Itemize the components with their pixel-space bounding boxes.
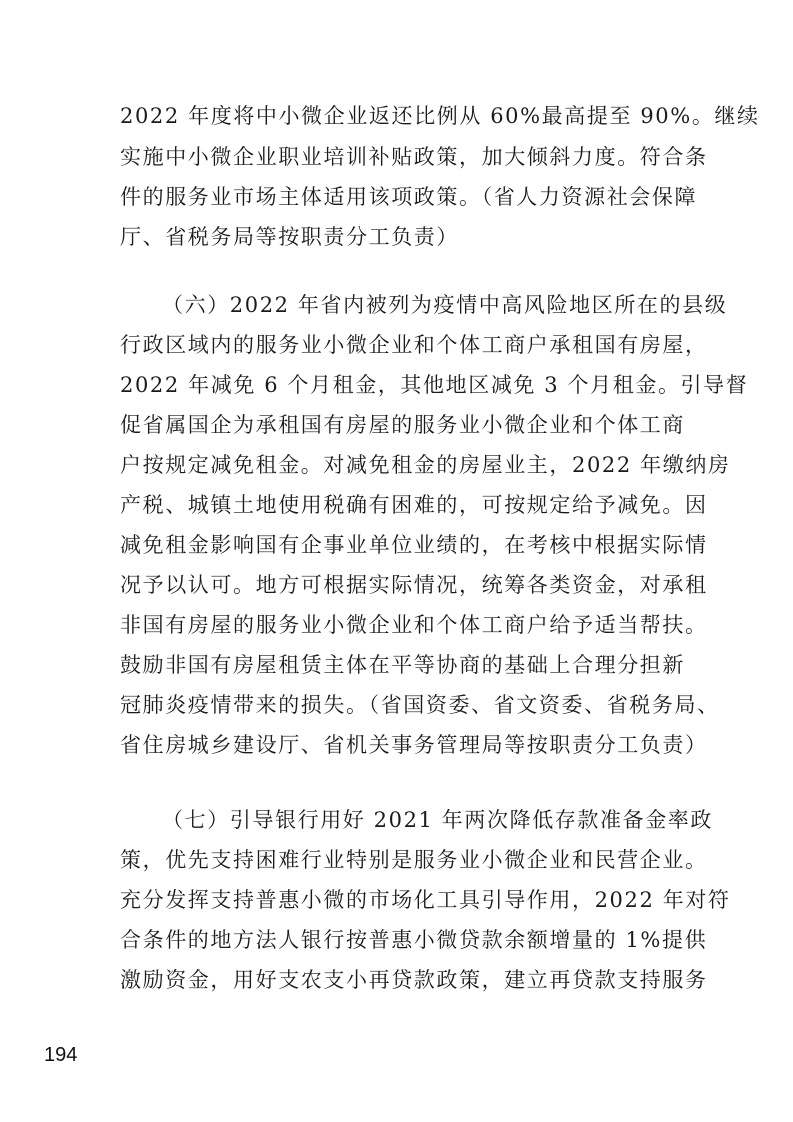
text-line: 行政区域内的服务业小微企业和个体工商户承租国有房屋， — [120, 333, 708, 357]
text-line: 促省属国企为承租国有房屋的服务业小微企业和个体工商 — [120, 413, 685, 437]
text-line: 件的服务业市场主体适用该项政策。（省人力资源社会保障 — [120, 185, 698, 209]
text-line: 激励资金，用好支农支小再贷款政策，建立再贷款支持服务 — [120, 968, 708, 992]
text-line: 减免租金影响国有企事业单位业绩的，在考核中根据实际情 — [120, 533, 708, 557]
text-line: 厅、省税务局等按职责分工负责） — [120, 225, 459, 249]
text-line: 鼓励非国有房屋租赁主体在平等协商的基础上合理分担新 — [120, 653, 685, 677]
text-line: 户按规定减免租金。对减免租金的房屋业主，2022 年缴纳房 — [120, 453, 731, 477]
text-line: 合条件的地方法人银行按普惠小微贷款余额增量的 1%提供 — [120, 928, 708, 952]
text-line: 省住房城乡建设厅、省机关事务管理局等按职责分工负责） — [120, 733, 708, 757]
text-line: 2022 年度将中小微企业返还比例从 60%最高提至 90%。继续 — [120, 104, 760, 128]
text-line: 2022 年减免 6 个月租金，其他地区减免 3 个月租金。引导督 — [120, 373, 749, 397]
paragraph-start-line: （七）引导银行用好 2021 年两次降低存款准备金率政 — [162, 808, 713, 832]
paragraph-start-line: （六）2022 年省内被列为疫情中高风险地区所在的县级 — [162, 293, 728, 317]
text-line: 冠肺炎疫情带来的损失。（省国资委、省文资委、省税务局、 — [120, 693, 720, 717]
text-line: 实施中小微企业职业培训补贴政策，加大倾斜力度。符合条 — [120, 145, 708, 169]
text-line: 非国有房屋的服务业小微企业和个体工商户给予适当帮扶。 — [120, 613, 708, 637]
text-line: 策，优先支持困难行业特别是服务业小微企业和民营企业。 — [120, 848, 708, 872]
text-line: 充分发挥支持普惠小微的市场化工具引导作用，2022 年对符 — [120, 888, 731, 912]
page-number: 194 — [44, 1044, 78, 1066]
text-line: 产税、城镇土地使用税确有困难的，可按规定给予减免。因 — [120, 493, 708, 517]
text-line: 况予以认可。地方可根据实际情况，统筹各类资金，对承租 — [120, 573, 708, 597]
